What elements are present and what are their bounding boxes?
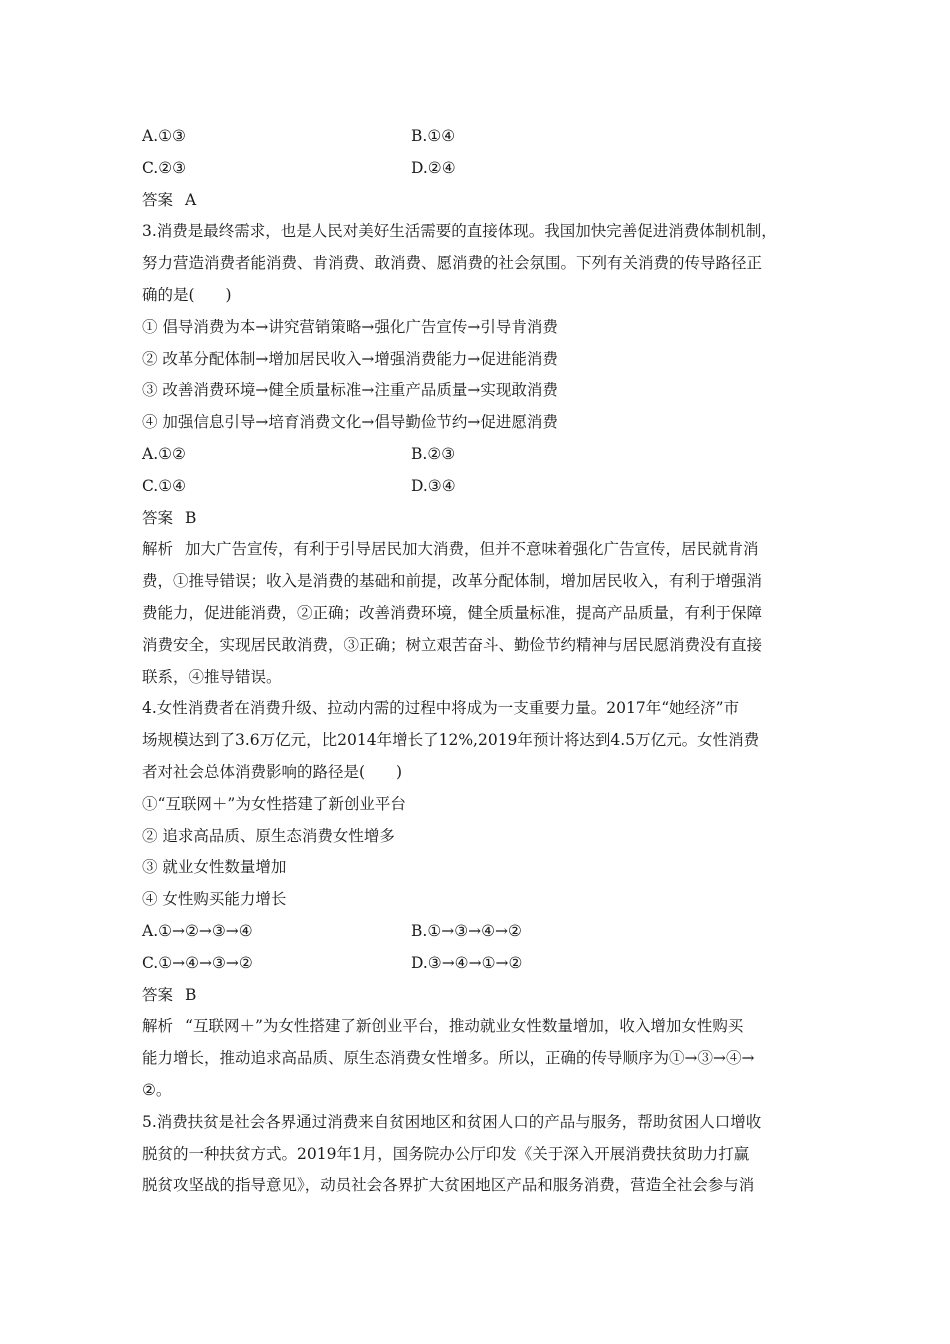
- answer-value: A: [185, 190, 197, 209]
- analysis-text: 加大广告宣传，有利于引导居民加大消费，但并不意味着强化广告宣传，居民就肯消: [185, 540, 759, 559]
- options-row: [142, 153, 822, 185]
- options-row: [142, 471, 822, 503]
- option-b: B.①→③→④→②: [411, 921, 522, 940]
- analysis-line: 费，①推导错误；收入是消费的基础和前提，改革分配体制，增加居民收入，有利于增强消: [142, 572, 763, 591]
- analysis-line: [142, 1011, 822, 1043]
- analysis-line: 费能力，促进能消费，②正确；改善消费环境，健全质量标准，提高产品质量，有利于保障: [142, 603, 763, 622]
- analysis-text: “互联网＋”为女性搭建了新创业平台，推动就业女性数量增加，收入增加女性购买: [185, 1017, 744, 1036]
- option-c: C.①→④→③→②: [142, 953, 253, 972]
- statement-item: ④ 加强信息引导→培育消费文化→倡导勤俭节约→促进愿消费: [142, 413, 558, 432]
- question-stem-line: 确的是( ): [142, 285, 232, 304]
- option-b: B.②③: [411, 444, 456, 463]
- options-row: [142, 948, 822, 980]
- answer-value: B: [185, 985, 197, 1004]
- analysis-line: [142, 534, 822, 566]
- question-stem-line: 5.消费扶贫是社会各界通过消费来自贫困地区和贫困人口的产品与服务，帮助贫困人口增收: [142, 1112, 762, 1131]
- statement-item: ③ 改善消费环境→健全质量标准→注重产品质量→实现敢消费: [142, 381, 558, 400]
- analysis-label: 解析: [142, 540, 174, 559]
- question-stem-line: 脱贫的一种扶贫方式。2019年1月，国务院办公厅印发《关于深入开展消费扶贫助力打赢: [142, 1144, 750, 1163]
- answer-label: 答案: [142, 985, 174, 1004]
- options-row: [142, 916, 822, 948]
- analysis-line: ②。: [142, 1080, 172, 1099]
- statement-item: ①“互联网＋”为女性搭建了新创业平台: [142, 794, 406, 813]
- analysis-line: 消费安全，实现居民敢消费，③正确；树立艰苦奋斗、勤俭节约精神与居民愿消费没有直接: [142, 635, 763, 654]
- question-stem-line: 3.消费是最终需求，也是人民对美好生活需要的直接体现。我国加快完善促进消费体制机制，: [142, 222, 777, 241]
- answer-label: 答案: [142, 190, 174, 209]
- analysis-line: 联系，④推导错误。: [142, 667, 282, 686]
- analysis-line: 能力增长，推动追求高品质、原生态消费女性增多。所以，正确的传导顺序为①→③→④→: [142, 1049, 755, 1068]
- options-row: [142, 439, 822, 471]
- analysis-label: 解析: [142, 1017, 174, 1036]
- option-d: D.②④: [411, 158, 456, 177]
- statement-item: ④ 女性购买能力增长: [142, 890, 287, 909]
- option-a: A.①②: [142, 444, 186, 463]
- option-a: A.①→②→③→④: [142, 921, 253, 940]
- question-stem-line: 努力营造消费者能消费、肯消费、敢消费、愿消费的社会氛围。下列有关消费的传导路径正: [142, 254, 763, 273]
- answer-value: B: [185, 508, 197, 527]
- document-page: [142, 121, 822, 1202]
- option-d: D.③→④→①→②: [411, 953, 523, 972]
- question-stem-line: 4.女性消费者在消费升级、拉动内需的过程中将成为一支重要力量。2017年“她经济”市: [142, 699, 740, 718]
- answer-line: [142, 980, 822, 1012]
- question-stem-line: 脱贫攻坚战的指导意见》，动员社会各界扩大贫困地区产品和服务消费，营造全社会参与消: [142, 1176, 755, 1195]
- statement-item: ① 倡导消费为本→讲究营销策略→强化广告宣传→引导肯消费: [142, 317, 558, 336]
- statement-item: ③ 就业女性数量增加: [142, 858, 287, 877]
- option-a: A.①③: [142, 127, 186, 145]
- option-d: D.③④: [411, 476, 456, 495]
- answer-line: [142, 503, 822, 535]
- option-c: C.②③: [142, 158, 187, 177]
- option-b: B.①④: [411, 127, 456, 145]
- question-stem-line: 者对社会总体消费影响的路径是( ): [142, 762, 403, 781]
- options-row: [142, 121, 822, 153]
- question-stem-line: 场规模达到了3.6万亿元，比2014年增长了12%,2019年预计将达到4.5万亿元。女性消费: [142, 731, 760, 750]
- option-c: C.①④: [142, 476, 187, 495]
- answer-line: [142, 185, 822, 217]
- answer-label: 答案: [142, 508, 174, 527]
- statement-item: ② 改革分配体制→增加居民收入→增强消费能力→促进能消费: [142, 349, 558, 368]
- statement-item: ② 追求高品质、原生态消费女性增多: [142, 826, 395, 845]
